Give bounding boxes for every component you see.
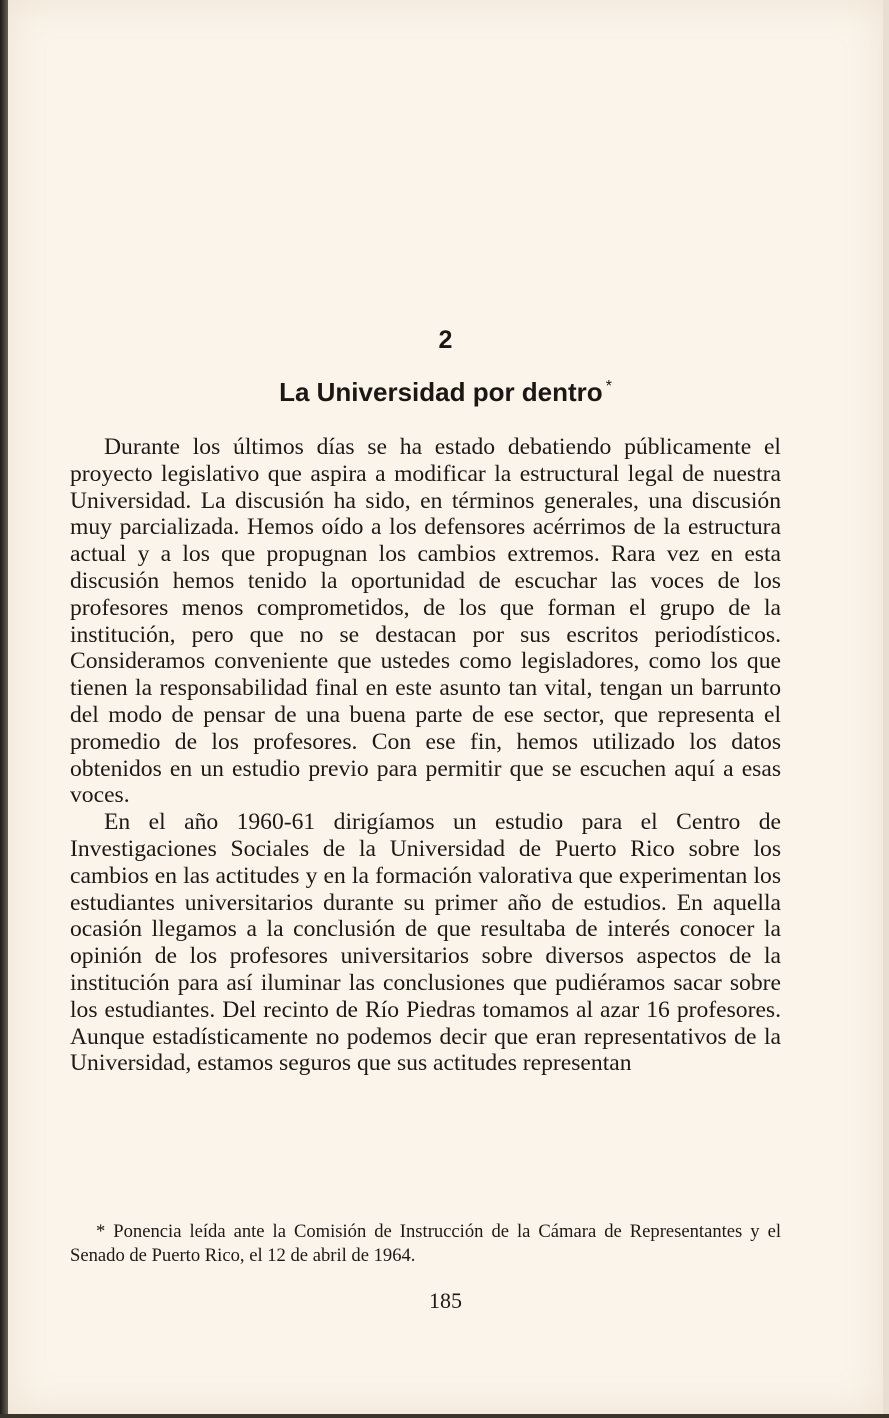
paragraph-2: En el año 1960-61 dirigíamos un estudio para el Centro de Investigaciones Sociales de la Universidad de Puerto Rico sobre los cambios en las actitudes y en la formación valorativa que experimentan los estudiantes universitarios durante su primer año de estudios. En aquella ocasión llegamos a la conclusión de que resultaba de interés conocer la opinión de los profesores universitarios sobre diversos aspectos de la institución para así iluminar las conclusiones que pudiéramos sacar sobre los estudiantes. Del recinto de Río Piedras tomamos al azar 16 profesores. Aunque estadísticamente no podemos decir que eran representativos de la Universidad, estamos seguros que sus actitudes representan [70, 809, 781, 1077]
body-text [70, 434, 781, 1077]
paragraph-1: Durante los últimos días se ha estado debatiendo públicamente el proyecto legislativo que aspira a modificar la estructural legal de nuestra Universidad. La discusión ha sido, en términos generales, una discusión muy parcializada. Hemos oído a los defensores acérrimos de la estructura actual y a los que propugnan los cambios extremos. Rara vez en esta discusión hemos tenido la oportunidad de escuchar las voces de los profesores menos comprometidos, de los que forman el grupo de la institución, pero que no se destacan por sus escritos periodísticos. Consideramos conveniente que ustedes como legisladores, como los que tienen la responsabilidad final en este asunto tan vital, tengan un barrunto del modo de pensar de una buena parte de ese sector, que representa el promedio de los profesores. Con ese fin, hemos utilizado los datos obtenidos en un estudio previo para permitir que se escuchen aquí a esas voces. [70, 434, 781, 809]
footnote: * Ponencia leída ante la Comisión de Instrucción de la Cámara de Representantes y el Senado de Puerto Rico, el 12 de abril de 1964. [70, 1221, 781, 1266]
page-bottom-edge [0, 1414, 889, 1418]
page-left-edge [0, 0, 8, 1418]
page-number: 185 [429, 1288, 462, 1313]
bleed-through-shadow [56, 140, 776, 174]
book-page [8, 0, 883, 1414]
chapter-title [8, 377, 883, 408]
chapter-title-text: La Universidad por dentro [279, 377, 603, 407]
chapter-title-footnote-marker: * [605, 378, 612, 395]
chapter-number: 2 [438, 326, 453, 354]
page-right-edge [883, 0, 889, 1418]
